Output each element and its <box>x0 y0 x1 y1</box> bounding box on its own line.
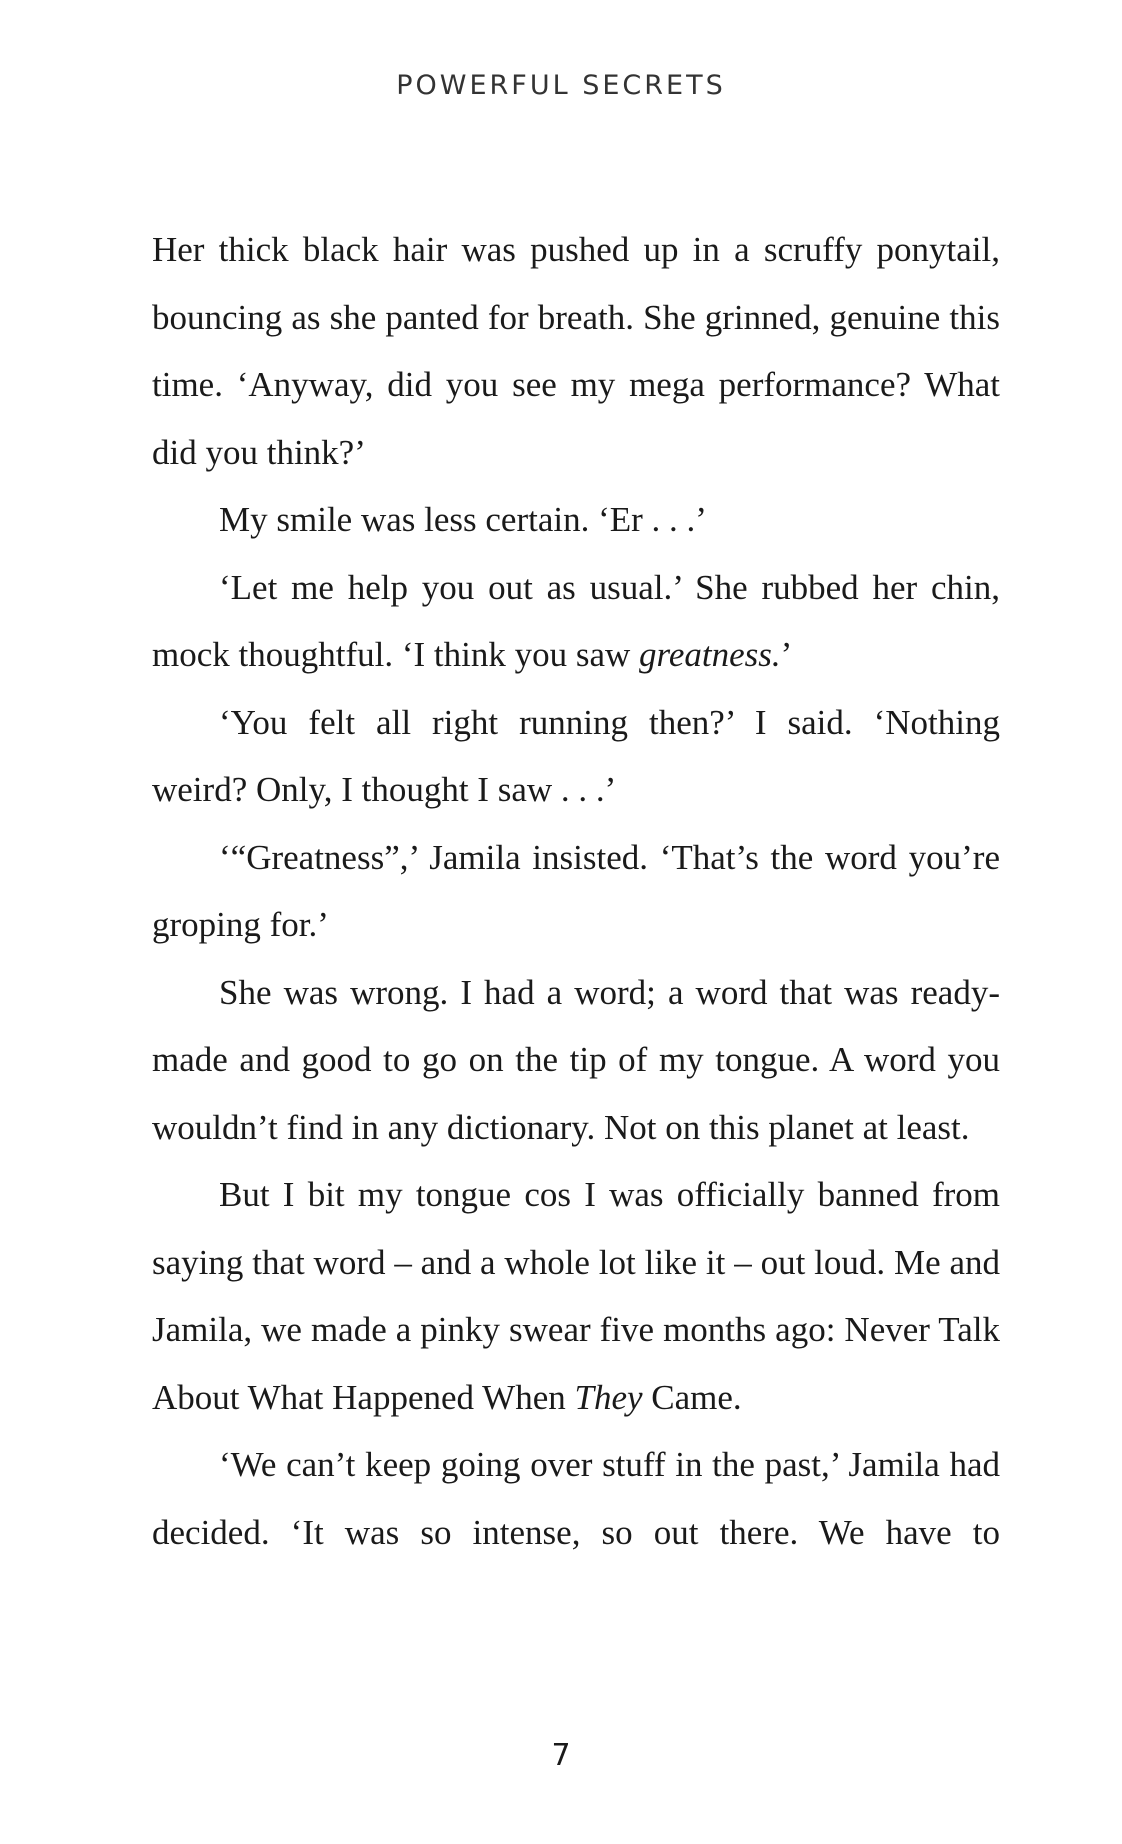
paragraph: She was wrong. I had a word; a word that was ready-made and good to go on the tip of my tongue. A word you wouldn’t find in any dictionary. Not on this planet at least. <box>152 972 1000 1147</box>
running-head-title: POWERFUL SECRETS <box>396 70 726 101</box>
paragraph: ‘“Greatness”,’ Jamila insisted. ‘That’s the word you’re groping for.’ <box>152 837 1000 944</box>
paragraph: ‘You felt all right running then?’ I said. ‘Nothing weird? Only, I thought I saw . . .’ <box>152 702 1000 809</box>
paragraph: ‘Let me help you out as usual.’ She rubbed her chin, mock thoughtful. ‘I think you saw greatness.’ <box>152 567 1000 674</box>
paragraph: Her thick black hair was pushed up in a scruffy ponytail, bouncing as she panted for breath. She grinned, genuine this time. ‘Anyway, did you see my mega performance? What did you think?’ <box>152 230 1000 472</box>
paragraph: My smile was less certain. ‘Er . . .’ <box>219 500 707 539</box>
paragraph: ‘We can’t keep going over stuff in the past,’ Jamila had decided. ‘It was so intense, so out there. We have to <box>152 1445 1000 1552</box>
paragraph: But I bit my tongue cos I was officially banned from saying that word – and a whole lot like it – out loud. Me and Jamila, we made a pinky swear five months ago: Never Talk About What Happened When They Came. <box>152 1175 1000 1417</box>
page-number: 7 <box>551 1738 571 1773</box>
body-text <box>152 216 1000 1566</box>
italic-emphasis: greatness. <box>639 635 781 674</box>
italic-emphasis: They <box>574 1377 643 1417</box>
